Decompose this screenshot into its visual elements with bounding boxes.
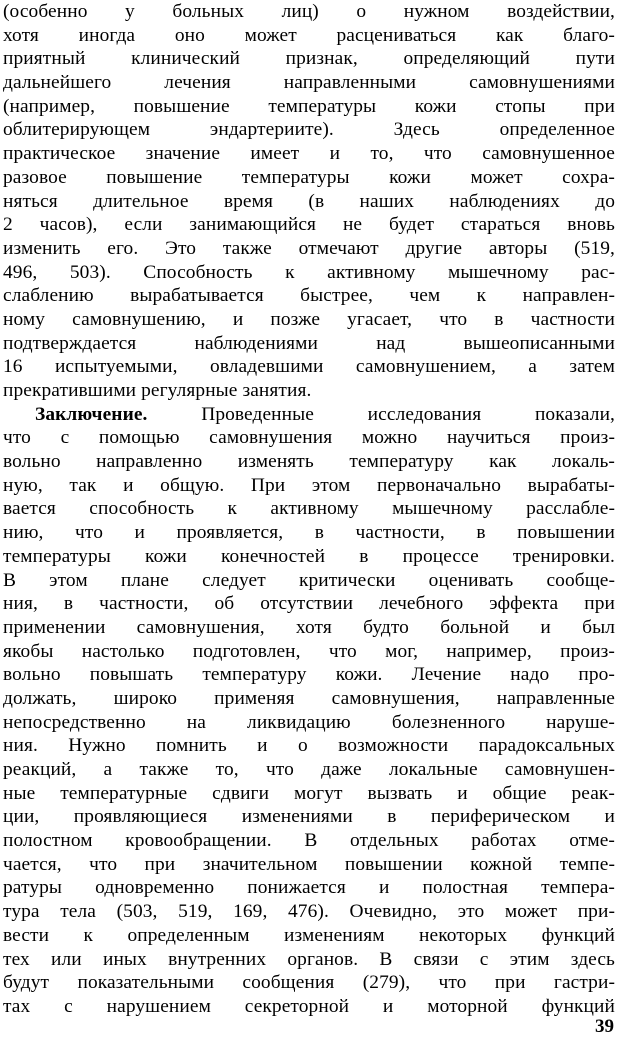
text-line: 496, 503). Способность к активному мышечному рас- bbox=[3, 261, 615, 283]
text-line: вести к определенным изменениям некоторых функций bbox=[3, 924, 615, 946]
text-line: дальнейшего лечения направленными самовнушениями bbox=[3, 72, 615, 94]
text-line: (например, повышение температуры кожи стопы при bbox=[3, 95, 615, 117]
text-line: тах с нарушением секреторной и моторной функций bbox=[3, 995, 615, 1017]
text-line: ному самовнушению, и позже угасает, что в частности bbox=[3, 308, 615, 330]
text-line: ные температурные сдвиги могут вызвать и общие реак- bbox=[3, 782, 615, 804]
text-line: должать, широко применяя самовнушения, направленные bbox=[3, 687, 615, 709]
conclusion-first-line bbox=[3, 403, 615, 427]
text-line: непосредственно на ликвидацию болезненного наруше- bbox=[3, 711, 615, 733]
body-text bbox=[3, 0, 615, 1019]
text-line: тура тела (503, 519, 169, 476). Очевидно, это может при- bbox=[3, 901, 615, 923]
text-line: изменить его. Это также отмечают другие авторы (519, bbox=[3, 237, 615, 259]
text-line: В этом плане следует критически оценивать сообще- bbox=[3, 569, 615, 591]
text-line: вольно направленно изменять температуру как локаль- bbox=[3, 451, 615, 473]
text-line: приятный клинический признак, определяющий пути bbox=[3, 48, 615, 70]
text-line: облитерирующем эндартериите). Здесь определенное bbox=[3, 119, 615, 141]
text-line: будут показательными сообщения (279), что при гастри- bbox=[3, 972, 615, 994]
text-line: что с помощью самовнушения можно научиться произ- bbox=[3, 427, 615, 449]
text-line: реакций, а также то, что даже локальные самовнушен- bbox=[3, 759, 615, 780]
text-line: 2 часов), если занимающийся не будет стараться вновь bbox=[3, 214, 615, 236]
text-line: полостном кровообращении. В отдельных работах отме- bbox=[3, 830, 615, 852]
text-line: нию, что и проявляется, в частности, в повышении bbox=[3, 522, 615, 544]
page-number: 39 bbox=[595, 1016, 614, 1037]
text-line: слаблению вырабатывается быстрее, чем к направлен- bbox=[3, 285, 615, 307]
conclusion-first-line-text: Проведенные исследования показали, bbox=[147, 403, 615, 425]
text-line: ции, проявляющиеся изменениями в периферическом и bbox=[3, 806, 615, 828]
text-line: подтверждается наблюдениями над вышеописанными bbox=[3, 332, 615, 354]
text-line: якобы настолько подготовлен, что мог, например, произ- bbox=[3, 640, 615, 662]
text-line: вольно повышать температуру кожи. Лечение надо про- bbox=[3, 664, 615, 686]
text-line: хотя иногда оно может расцениваться как благо- bbox=[3, 24, 615, 46]
text-line: 16 испытуемыми, овладевшими самовнушением, а затем bbox=[3, 356, 615, 378]
text-line: разовое повышение температуры кожи может сохра- bbox=[3, 166, 615, 188]
text-line: вается способность к активному мышечному расслабле- bbox=[3, 498, 615, 520]
text-line: няться длительное время (в наших наблюдениях до bbox=[3, 190, 615, 212]
text-line: практическое значение имеет и то, что самовнушенное bbox=[3, 143, 615, 165]
text-line: применении самовнушения, хотя будто больной и был bbox=[3, 616, 615, 638]
text-line: ратуры одновременно понижается и полостная темпера- bbox=[3, 877, 615, 899]
text-line: температуры кожи конечностей в процессе тренировки. bbox=[3, 545, 615, 567]
text-line: ния. Нужно помнить и о возможности парадоксальных bbox=[3, 735, 615, 757]
text-line: ную, так и общую. При этом первоначально вырабаты- bbox=[3, 474, 615, 496]
text-line: (особенно у больных лиц) о нужном воздействии, bbox=[3, 1, 615, 22]
conclusion-heading: Заключение. bbox=[35, 403, 148, 425]
text-line: ния, в частности, об отсутствии лечебного эффекта при bbox=[3, 593, 615, 615]
text-line: чается, что при значительном повышении кожной темпе- bbox=[3, 853, 615, 875]
text-line: тех или иных внутренних органов. В связи с этим здесь bbox=[3, 948, 615, 970]
text-line: прекратившими регулярные занятия. bbox=[3, 380, 312, 401]
